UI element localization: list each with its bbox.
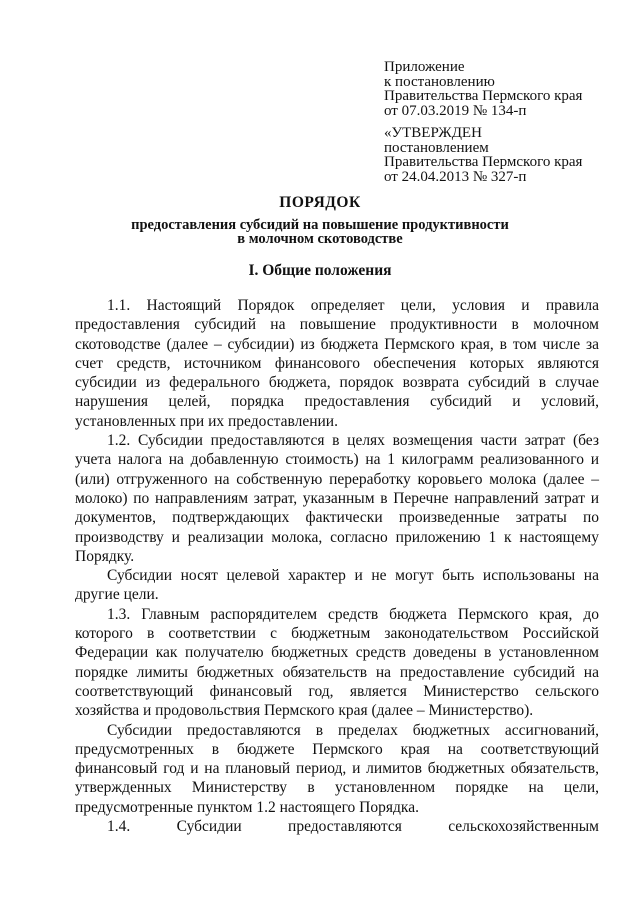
paragraph-1-2-note: Субсидии носят целевой характер и не могут быть использованы на другие цели. bbox=[75, 567, 599, 604]
paragraph-1-3-note: Субсидии предоставляются в пределах бюджетных ассигнований, предусмотренных в бюджете Пермского края на соответствующий финансовый год и на плановый период, и лимитов бюджетных обязательств, утвержденных Министерству в установленном порядке на цели, предусмотренные пунктом 1.2 настоящего Порядка. bbox=[75, 721, 599, 816]
section-heading: I. Общие положения bbox=[248, 262, 392, 279]
appendix-line: Приложение bbox=[384, 59, 465, 75]
approval-block bbox=[384, 126, 582, 184]
subtitle-line: предоставления субсидий на повышение продуктивности bbox=[131, 217, 509, 233]
appendix-line: Правительства Пермского края bbox=[384, 88, 583, 104]
paragraph-1-3: 1.3. Главным распорядителем средств бюджета Пермского края, до которого в соответствии с бюджетным законодательством Российской Федерации как получателю бюджетных средств доведены в установленном порядке лимиты бюджетных обязательств на предоставление субсидий на соответствующий финансовый год, является Министерство сельского хозяйства и продовольствия Пермского края (далее – Министерство). bbox=[75, 605, 599, 720]
approval-line: от 24.04.2013 № 327-п bbox=[384, 168, 527, 185]
approval-line: постановлением bbox=[384, 139, 489, 156]
paragraph-1-4: 1.4. Субсидии предоставляются сельскохозяйственным bbox=[107, 818, 599, 836]
paragraph-1-2: 1.2. Субсидии предоставляются в целях возмещения части затрат (без учета налога на добавленную стоимость) на 1 килограмм реализованного и (или) отгруженного на собственную переработку коровьего молока (далее – молоко) по направлениям затрат, указанным в Перечне направлений затрат и документов, подтверждающих фактически произведенные затраты по производству и реализации молока, согласно приложению 1 к настоящему Порядку. bbox=[75, 432, 599, 565]
appendix-line: от 07.03.2019 № 134-п bbox=[384, 102, 527, 119]
subtitle-line: в молочном скотоводстве bbox=[237, 231, 403, 247]
appendix-block bbox=[384, 60, 582, 118]
document-body bbox=[75, 296, 599, 836]
approval-line: «УТВЕРЖДЕН bbox=[384, 125, 482, 141]
document-subtitle bbox=[0, 218, 640, 246]
appendix-line: к постановлению bbox=[384, 73, 495, 90]
approval-line: Правительства Пермского края bbox=[384, 154, 583, 170]
paragraph-1-1: 1.1. Настоящий Порядок определяет цели, условия и правила предоставления субсидий на повышение продуктивности в молочном скотоводстве (далее – субсидии) из бюджета Пермского края, в том числе за счет средств, источником финансового обеспечения которых являются субсидии из федерального бюджета, порядок возврата субсидий в случае нарушения целей, порядка предоставления субсидий и условий, установленных при их предоставлении. bbox=[75, 297, 599, 430]
document-title: ПОРЯДОК bbox=[279, 194, 361, 211]
